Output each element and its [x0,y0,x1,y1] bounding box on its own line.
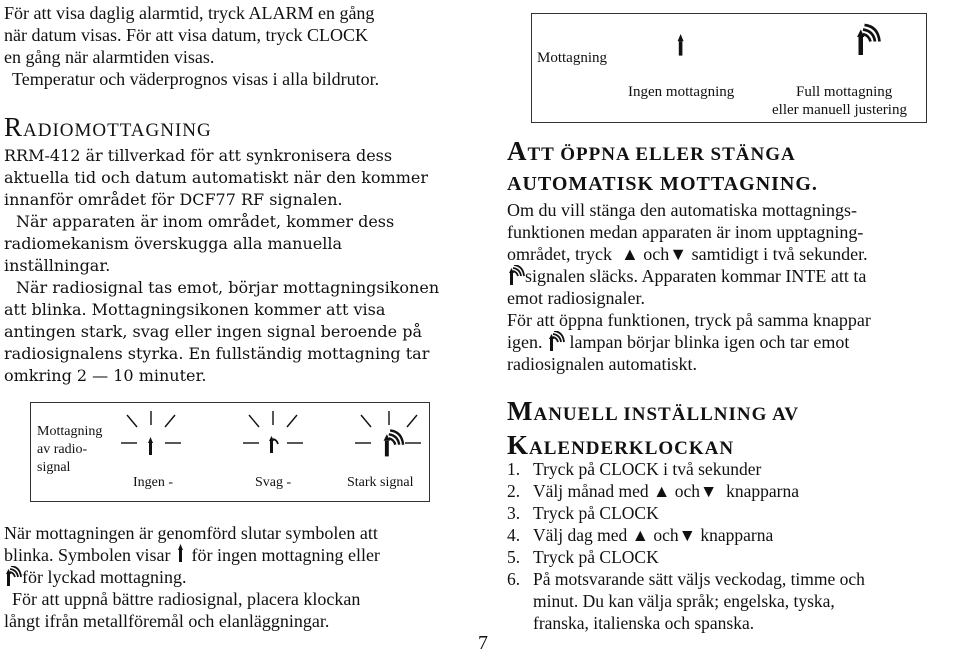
antenna-icon [175,544,187,564]
completion-text [4,522,474,632]
line: omkring 2 — 10 minuter. [4,366,207,385]
reception-figure [30,402,430,502]
list-item: 4. Välj dag med ▲ och▼ knapparna [507,525,774,545]
list-item: 1. Tryck på CLOCK i två sekunder [507,459,762,479]
legend-full-2: eller manuell justering [772,102,907,118]
line: För att öppna funktionen, tryck på samma knappar [507,310,871,330]
line: att blinka. Mottagningsikonen kommer att visa [4,300,386,319]
line: radiomekanism överskugga alla manuella [4,234,343,253]
signal-icon [547,331,565,351]
auto-reception-body [507,199,957,375]
line: När apparaten är inom området, kommer dess [16,212,395,231]
signal-icon [507,265,525,285]
intro-line: en gång när alarmtiden visas. [4,47,215,67]
legend-full-1: Full mottagning [796,84,893,100]
radio-body [4,145,474,387]
intro-line: Temperatur och väderprognos visas i alla bildrutor. [12,69,380,89]
line: För att uppnå bättre radiosignal, placera klockan [12,589,361,609]
page-number: 7 [478,632,488,654]
line: innanför området för DCF77 RF signalen. [4,190,343,209]
no-signal-label: Ingen - [133,475,174,490]
strong-signal-label: Stark signal [347,475,414,490]
line: långt ifrån metallföremål och elanläggningar. [4,611,330,631]
line: RRM-412 är tillverkad för att synkronisera dess [4,146,393,165]
calendar-heading: MANUELL INSTÄLLNING AV KALENDERKLOCKAN [507,396,800,460]
line: radiosignalens styrka. En fullständig mottagning tar [4,344,430,363]
reception-legend [531,13,927,123]
list-item: 2. Välj månad med ▲ och▼ knapparna [507,481,799,501]
line: När radiosignal tas emot, börjar mottagningsikonen [16,278,440,297]
line: När mottagningen är genomförd slutar symbolen att [4,523,378,543]
list-item: 6. På motsvarande sätt väljs veckodag, timme och minut. Du kan välja språk; engelska, tyska, franska, italienska och spanska. [507,569,865,633]
down-arrow-icon: ▼ [669,244,688,264]
line: för lyckad mottagning. [4,566,474,588]
list-item: 3. Tryck på CLOCK [507,503,659,523]
full-reception-icon [852,22,882,62]
up-arrow-icon: ▲ [620,244,639,264]
line: antingen stark, svag eller ingen signal beroende på [4,322,422,341]
strong-signal-icon [353,409,423,471]
intro-line: när datum visas. För att visa datum, tryck CLOCK [4,25,368,45]
line: inställningar. [4,256,111,275]
line: emot radiosignaler. [507,288,645,308]
line: aktuella tid och datum automatiskt när den kommer [4,168,428,187]
auto-reception-heading: ATT ÖPPNA ELLER STÄNGA AUTOMATISK MOTTAGNING. [507,136,818,195]
up-arrow-icon: ▲ [631,525,649,545]
intro-paragraph [4,2,379,90]
legend-none: Ingen mottagning [628,84,735,100]
radio-heading: RADIOMOTTAGNING [4,112,212,142]
line: blinka. Symbolen visar för ingen mottagning eller [4,545,380,565]
line: funktionen medan apparaten är inom upptagning- [507,222,864,242]
weak-signal-label: Svag - [255,475,292,490]
down-arrow-icon: ▼ [678,525,696,545]
down-arrow-icon: ▼ [700,481,718,501]
signal-icon [4,566,22,586]
line: igen. lampan börjar blinka igen och tar emot [507,332,850,352]
no-reception-icon [674,34,686,64]
reception-figure-label: Mottagning av radio- signal [37,424,103,475]
line: området, tryck ▲ och▼ samtidigt i två sekunder. [507,244,868,264]
line: Om du vill stänga den automatiska mottagnings- [507,200,857,220]
no-signal-icon [121,409,181,471]
weak-signal-icon [243,409,303,471]
intro-line: För att visa daglig alarmtid, tryck ALARM en gång [4,3,375,23]
legend-title: Mottagning [537,50,607,66]
calendar-steps [507,458,957,634]
up-arrow-icon: ▲ [653,481,671,501]
line: signalen släcks. Apparaten kommar INTE att ta [507,265,957,287]
line: radiosignalen automatiskt. [507,354,697,374]
list-item: 5. Tryck på CLOCK [507,547,659,567]
